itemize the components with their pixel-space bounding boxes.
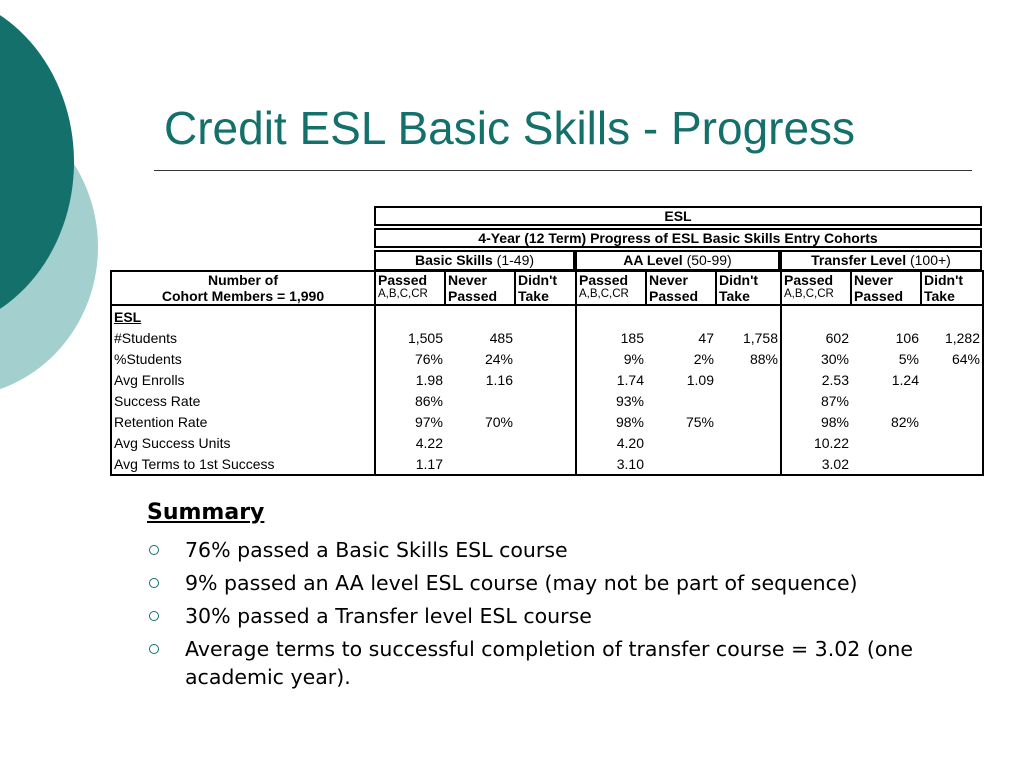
col-never-label2: Passed: [649, 288, 699, 304]
col-header-never-passed: [445, 271, 515, 305]
cohort-header-cell: [111, 271, 375, 305]
table-cell: 1,282: [921, 327, 983, 348]
table-cell: 47: [698, 329, 714, 346]
col-never-label: Never: [854, 272, 893, 288]
table-cell: 4.20: [576, 432, 646, 453]
circle-bullet-icon: [149, 644, 159, 654]
table-header-cohort: 4-Year (12 Term) Progress of ESL Basic Skills Entry Cohorts: [374, 228, 982, 248]
table-cell: 30%: [781, 348, 851, 369]
table-cell: 485: [489, 329, 513, 346]
table-cell: [646, 305, 716, 327]
table-cell: [921, 390, 983, 411]
col-didnt-label: Didn't: [924, 272, 964, 288]
summary-item: [147, 635, 947, 691]
table-row: [111, 327, 983, 348]
table-cell: [515, 305, 576, 327]
table-cell: [851, 432, 921, 453]
table-cell: 2%: [693, 350, 714, 367]
col-passed-label: Passed: [579, 272, 629, 288]
row-label: Retention Rate: [111, 411, 375, 432]
col-passed-label: Passed: [784, 272, 834, 288]
col-passed-label: Passed: [378, 272, 428, 288]
table-cell: 602: [781, 327, 851, 348]
table-cell: 185: [576, 327, 646, 348]
col-header-didnt-take: [716, 271, 781, 305]
col-never-label2: Passed: [448, 288, 498, 304]
table-cell: [716, 390, 781, 411]
table-cell: 87%: [781, 390, 851, 411]
table-cell: 76%: [414, 350, 443, 367]
table-cell: [515, 432, 576, 453]
col-didnt-label: Didn't: [518, 272, 558, 288]
table-cell: [445, 432, 515, 453]
circle-bullet-icon: [149, 611, 159, 621]
table-cell: 5%: [898, 350, 919, 367]
col-didnt-label2: Take: [924, 288, 955, 304]
table-row: [111, 390, 983, 411]
section-label: ESL: [111, 305, 375, 327]
table-cell: [716, 305, 781, 327]
table-section-row: [111, 305, 983, 327]
table-column-header-row: [111, 271, 983, 305]
summary-item-text: 30% passed a Transfer level ESL course: [185, 604, 592, 628]
table-cell: 106: [895, 329, 919, 346]
table-row: [111, 432, 983, 453]
table-header-esl: ESL: [374, 206, 982, 226]
table-row: [111, 348, 983, 369]
col-header-passed: [576, 271, 646, 305]
group-range: (100+): [909, 252, 951, 268]
table-cell: [921, 369, 983, 390]
col-never-label2: Passed: [854, 288, 904, 304]
table-cell: [515, 411, 576, 432]
table-cell: [646, 390, 716, 411]
row-label: Success Rate: [111, 390, 375, 411]
col-header-passed: [781, 271, 851, 305]
group-range: (1-49): [496, 252, 535, 268]
table-cell: [851, 305, 921, 327]
group-name: AA Level: [623, 252, 683, 268]
summary-item-text: 76% passed a Basic Skills ESL course: [185, 538, 568, 562]
table-cell: [576, 305, 646, 327]
table-cell: 10.22: [781, 432, 851, 453]
group-header-aa-level: [575, 250, 780, 271]
table-cell: [921, 305, 983, 327]
table-cell: 9%: [576, 348, 646, 369]
summary-item: [147, 536, 947, 564]
table-cell: [445, 453, 515, 475]
table-cell: 97%: [414, 413, 443, 430]
summary-list: [147, 536, 947, 696]
table-cell: 88%: [749, 350, 778, 367]
table-cell: 1.24: [891, 371, 919, 388]
table-cell: 1,505: [407, 329, 443, 346]
col-never-label: Never: [649, 272, 688, 288]
table-cell: [646, 453, 716, 475]
col-header-didnt-take: [515, 271, 576, 305]
circle-bullet-icon: [149, 545, 159, 555]
row-label: %Students: [111, 348, 375, 369]
title-divider: [154, 170, 972, 171]
table-cell: 2.53: [781, 369, 851, 390]
table-cell: 1.74: [576, 369, 646, 390]
table-cell: [515, 453, 576, 475]
table-cell: 1.16: [485, 371, 513, 388]
circle-bullet-icon: [149, 578, 159, 588]
col-didnt-label2: Take: [518, 288, 549, 304]
table-cell: [921, 453, 983, 475]
table-cell: [716, 453, 781, 475]
table-cell: 86%: [414, 392, 443, 409]
table-cell: 82%: [890, 413, 919, 430]
table-row: [111, 369, 983, 390]
table-cell: 98%: [576, 411, 646, 432]
table-cell: 24%: [484, 350, 513, 367]
table-cell: [851, 453, 921, 475]
row-label: Avg Success Units: [111, 432, 375, 453]
table-cell: [646, 432, 716, 453]
col-never-label: Never: [448, 272, 487, 288]
table-row: [111, 411, 983, 432]
table-cell: [781, 305, 851, 327]
table-cell: [445, 305, 515, 327]
table-cell: 4.22: [415, 434, 443, 451]
table-cell: [515, 369, 576, 390]
table-cell: [515, 327, 576, 348]
table-cell: 93%: [576, 390, 646, 411]
summary-item: [147, 569, 947, 597]
progress-table: [110, 270, 984, 476]
col-passed-sub: A,B,C,CR: [579, 288, 629, 300]
col-header-didnt-take: [921, 271, 983, 305]
table-cell: [375, 305, 445, 327]
table-cell: 1.17: [375, 453, 445, 475]
slide-title: Credit ESL Basic Skills - Progress: [164, 102, 856, 154]
table-cell: [515, 390, 576, 411]
table-cell: [716, 369, 781, 390]
cohort-header-line1: Number of: [208, 272, 278, 288]
table-cell: [716, 432, 781, 453]
table-cell: 98%: [781, 411, 851, 432]
table-cell: 1.09: [686, 371, 714, 388]
table-row: [111, 453, 983, 475]
table-cell: [921, 432, 983, 453]
summary-item-text: 9% passed an AA level ESL course (may not be part of sequence): [185, 571, 858, 595]
summary-item-text: Average terms to successful completion of transfer course = 3.02 (one academic year).: [185, 637, 913, 689]
col-header-never-passed: [851, 271, 921, 305]
table-cell: [851, 390, 921, 411]
table-cell: 75%: [685, 413, 714, 430]
table-cell: [921, 411, 983, 432]
cohort-header-line2: Cohort Members = 1,990: [161, 288, 325, 304]
table-cell: [716, 411, 781, 432]
table-cell: [515, 348, 576, 369]
group-header-transfer-level: [780, 250, 982, 271]
col-header-passed: [375, 271, 445, 305]
table-cell: 3.02: [781, 453, 851, 475]
summary-item: [147, 602, 947, 630]
group-header-basic-skills: [374, 250, 575, 271]
col-header-never-passed: [646, 271, 716, 305]
row-label: Avg Enrolls: [111, 369, 375, 390]
col-didnt-label: Didn't: [719, 272, 759, 288]
group-range: (50-99): [686, 252, 732, 268]
table-cell: 3.10: [576, 453, 646, 475]
table-cell: 70%: [484, 413, 513, 430]
summary-heading: Summary: [147, 500, 265, 525]
group-name: Transfer Level: [811, 252, 907, 268]
row-label: #Students: [111, 327, 375, 348]
table-cell: 1,758: [742, 329, 778, 346]
table-cell: 1.98: [415, 371, 443, 388]
table-cell: 64%: [921, 348, 983, 369]
row-label: Avg Terms to 1st Success: [111, 453, 375, 475]
col-didnt-label2: Take: [719, 288, 750, 304]
group-name: Basic Skills: [414, 252, 493, 268]
col-passed-sub: A,B,C,CR: [784, 288, 834, 300]
col-passed-sub: A,B,C,CR: [378, 288, 428, 300]
table-cell: [445, 390, 515, 411]
